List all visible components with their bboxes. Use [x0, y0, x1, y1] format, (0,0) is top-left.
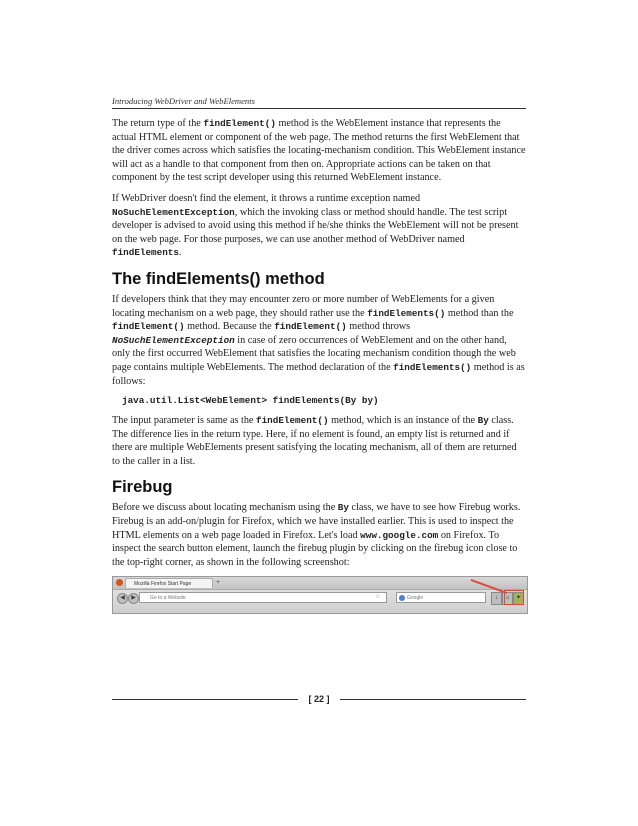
bookmark-star-icon: ☆ — [375, 594, 381, 601]
tab-bar — [113, 577, 527, 590]
section-heading-findelements: The findElements() method — [112, 269, 325, 288]
page-footer — [112, 692, 526, 706]
inline-code: findElement() — [256, 415, 329, 427]
inline-code: findElement() — [112, 321, 185, 333]
text: method is as follows: — [112, 361, 525, 387]
book-page — [112, 96, 526, 614]
text: in case of zero occurrences of WebElement and on the other hand, only the first occurred WebElement that satisfies the locating mechanism condition though the web page contains multiple WebElements. The method declaration of the — [112, 334, 516, 373]
page-number: [ 22 ] — [308, 694, 330, 704]
text: , which the invoking class or method should handle. The test script developer is advised to avoid using this method if he/she thinks the WebElement will not be present on the web page. For those purposes, we can use another method of WebDriver named — [112, 206, 519, 245]
running-head: Introducing WebDriver and WebElements — [112, 96, 526, 109]
inline-code: findElements — [112, 247, 179, 259]
footer-rule-left — [112, 699, 298, 700]
text: method than the — [445, 307, 514, 319]
text: on Firefox. To inspect the search button element, launch the firebug plugin by clicking on the firebug icon close to the top-right corner, as shown in the following screenshot: — [112, 529, 518, 568]
text: method throws — [346, 321, 411, 333]
search-bar-text: Google — [407, 595, 424, 602]
google-icon — [399, 595, 405, 601]
url-bar: Go to a Website — [139, 592, 387, 603]
section-heading-firebug: Firebug — [112, 478, 173, 497]
inline-code: NoSuchElementException — [112, 334, 235, 346]
text: If developers think that they may encounter zero or more number of WebElements for a given locating mechanism on a web page, they should rather use the — [112, 293, 495, 319]
text: method, which is an instance of the — [328, 415, 478, 427]
back-icon: ◀ — [117, 593, 128, 604]
text: method is the WebElement instance that represents the actual HTML element or component of the web page. The method returns the first WebElement that the driver comes across which satisfies the locating-mechanism condition. This WebElement instance will act as a handle to that component from then on. Appropriate actions can be taken on that component by the test script developer using this returned WebElement instance. — [112, 118, 526, 184]
inline-code: findElement() — [274, 321, 347, 333]
firefox-screenshot — [112, 576, 528, 614]
firebug-highlight-box — [504, 590, 524, 605]
text: method. Because the — [184, 321, 275, 333]
search-bar — [396, 592, 486, 603]
paragraph-return-type — [112, 117, 526, 185]
paragraph-input-parameter — [112, 414, 526, 468]
firefox-icon — [116, 579, 123, 586]
inline-code: By — [337, 502, 349, 514]
text: . — [178, 247, 182, 259]
new-tab-icon: + — [216, 579, 221, 587]
inline-code: findElement() — [203, 118, 276, 129]
forward-icon: ▶ — [128, 593, 139, 604]
download-icon: ↓ — [491, 592, 502, 605]
text: class. The difference lies in the return type. Here, if no element is found, an empty list is returned and if there are multiple WebElements present satisfying the locating mechanism, all of them are returned to the caller in a list. — [112, 415, 517, 467]
text: Before we discuss about locating mechanism using the — [112, 502, 338, 514]
code-block-declaration: java.util.List<WebElement> findElements(By by) — [122, 395, 379, 407]
paragraph-firebug — [112, 501, 526, 569]
footer-rule-right — [340, 699, 526, 700]
home-icon: ⌂ — [502, 592, 513, 605]
inline-code: By — [477, 415, 489, 427]
inline-code: NoSuchElementException — [112, 206, 235, 218]
inline-code: findElements() — [367, 307, 446, 319]
text: class, we have to see how Firebug works. Firebug is an add-on/plugin for Firefox, which we have installed earlier. This is used to inspect the HTML elements on a web page loaded in Firefox. Let's load — [112, 502, 521, 541]
text: The input parameter is same as the — [112, 415, 256, 427]
inline-code: findElements() — [393, 361, 472, 373]
text: The return type of the — [112, 118, 204, 129]
browser-tab: Mozilla Firefox Start Page — [125, 578, 213, 588]
inline-code: www.google.com — [360, 529, 439, 541]
text: If WebDriver doesn't find the element, it throws a runtime exception named — [112, 192, 421, 204]
firebug-icon: ✦ — [513, 592, 524, 605]
paragraph-exception — [112, 192, 526, 260]
paragraph-findelements — [112, 293, 526, 388]
